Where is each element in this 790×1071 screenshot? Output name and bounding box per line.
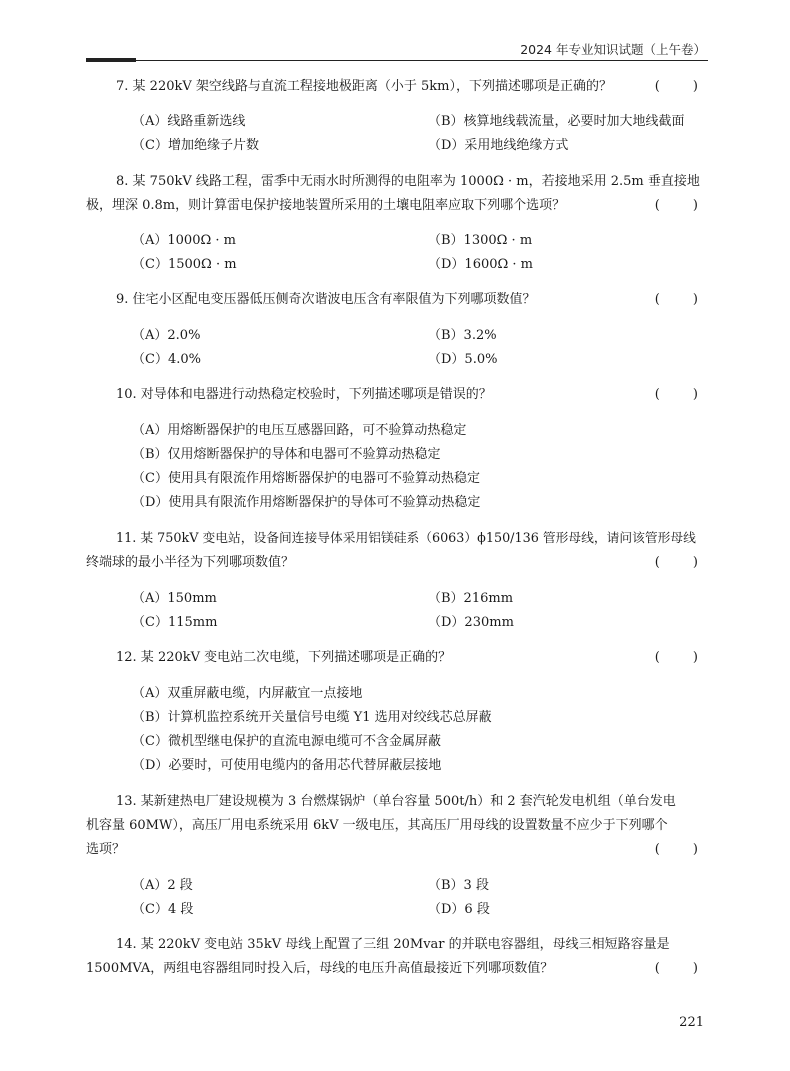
option-b: （B）3.2%	[428, 328, 497, 343]
option-a: （A）150mm	[132, 591, 217, 606]
question-7-options	[132, 110, 712, 158]
question-12-stem	[116, 646, 706, 670]
option-c: （C）1500Ω · m	[132, 257, 237, 272]
stem-line: 1500MVA，两组电容器组同时投入后，母线的电压升高值最接近下列哪项数值？	[86, 961, 554, 976]
stem-line: 10. 对导体和电器进行动热稳定校验时，下列描述哪项是错误的？	[116, 387, 492, 402]
option-d: （D）5.0%	[428, 352, 498, 367]
question-7-stem	[116, 75, 706, 99]
stem-line: 13. 某新建热电厂建设规模为 3 台燃煤锅炉（单台容量 500t/h）和 2 套汽轮发电机组（单台发电	[116, 794, 676, 809]
page-number: 221	[679, 1015, 704, 1030]
question-8-options	[132, 229, 712, 277]
question-13-options	[132, 874, 712, 922]
option-d: （D）采用地线绝缘方式	[428, 138, 569, 153]
option-a: （A）双重屏蔽电缆，内屏蔽宜一点接地	[132, 686, 363, 701]
option-b: （B）核算地线载流量，必要时加大地线截面	[428, 114, 685, 129]
question-9-stem	[116, 288, 706, 312]
option-a: （A）用熔断器保护的电压互感器回路，可不验算动热稳定	[132, 423, 467, 438]
question-13-stem	[86, 790, 706, 862]
option-d: （D）6 段	[428, 902, 490, 917]
question-11-options	[132, 587, 712, 635]
option-b: （B）216mm	[428, 591, 514, 606]
stem-line: 机容量 60MW），高压厂用电系统采用 6kV 一级电压，其高压厂用母线的设置数量不应少于下列哪个	[86, 818, 668, 833]
option-c: （C）使用具有限流作用熔断器保护的电器可不验算动热稳定	[132, 471, 480, 486]
stem-line: 14. 某 220kV 变电站 35kV 母线上配置了三组 20Mvar 的并联电容器组，母线三相短路容量是	[116, 937, 670, 952]
stem-line: 极，埋深 0.8m，则计算雷电保护接地装置所采用的土壤电阻率应取下列哪个选项？	[86, 198, 566, 213]
option-d: （D）230mm	[428, 615, 514, 630]
option-d: （D）使用具有限流作用熔断器保护的导体可不验算动热稳定	[132, 495, 481, 510]
stem-line: 8. 某 750kV 线路工程，雷季中无雨水时所测得的电阻率为 1000Ω · m，若接地采用 2.5m 垂直接地	[116, 174, 700, 189]
stem-line: 12. 某 220kV 变电站二次电缆，下列描述哪项是正确的？	[116, 650, 452, 665]
answer-blank: ( )	[654, 961, 698, 976]
option-c: （C）4.0%	[132, 352, 201, 367]
header-title: 2024 年专业知识试题（上午卷）	[520, 42, 706, 57]
stem-line: 选项？	[86, 842, 126, 857]
option-b: （B）仅用熔断器保护的导体和电器可不验算动热稳定	[132, 447, 441, 462]
option-c: （C）微机型继电保护的直流电源电缆可不含金属屏蔽	[132, 734, 441, 749]
question-9-options	[132, 324, 712, 372]
option-b: （B）3 段	[428, 878, 489, 893]
question-10-stem	[116, 383, 706, 407]
option-d: （D）1600Ω · m	[428, 257, 534, 272]
answer-blank: ( )	[654, 198, 698, 213]
option-a: （A）2.0%	[132, 328, 201, 343]
option-d: （D）必要时，可使用电缆内的备用芯代替屏蔽层接地	[132, 758, 442, 773]
option-c: （C）4 段	[132, 902, 194, 917]
option-c: （C）115mm	[132, 615, 218, 630]
option-b: （B）1300Ω · m	[428, 233, 533, 248]
option-a: （A）1000Ω · m	[132, 233, 236, 248]
stem-line: 7. 某 220kV 架空线路与直流工程接地极距离（小于 5km），下列描述哪项是正确的？	[116, 79, 612, 94]
answer-blank: ( )	[654, 387, 698, 402]
answer-blank: ( )	[654, 650, 698, 665]
header-rule	[136, 60, 708, 61]
question-14-stem	[86, 933, 706, 981]
question-11-stem	[86, 527, 706, 575]
question-12-options	[132, 682, 712, 778]
question-8-stem	[86, 170, 706, 218]
option-a: （A）线路重新选线	[132, 114, 246, 129]
option-c: （C）增加绝缘子片数	[132, 138, 259, 153]
option-a: （A）2 段	[132, 878, 193, 893]
stem-line: 11. 某 750kV 变电站，设备间连接导体采用铝镁硅系（6063）ϕ150/136 管形母线，请问该管形母线	[116, 531, 696, 546]
option-b: （B）计算机监控系统开关量信号电缆 Y1 选用对绞线芯总屏蔽	[132, 710, 492, 725]
answer-blank: ( )	[654, 555, 698, 570]
stem-line: 9. 住宅小区配电变压器低压侧奇次谐波电压含有率限值为下列哪项数值？	[116, 292, 536, 307]
answer-blank: ( )	[654, 842, 698, 857]
answer-blank: ( )	[654, 292, 698, 307]
header-rule-accent	[86, 58, 136, 62]
question-10-options	[132, 419, 712, 515]
stem-line: 终端球的最小半径为下列哪项数值？	[86, 555, 295, 570]
answer-blank: ( )	[654, 79, 698, 94]
